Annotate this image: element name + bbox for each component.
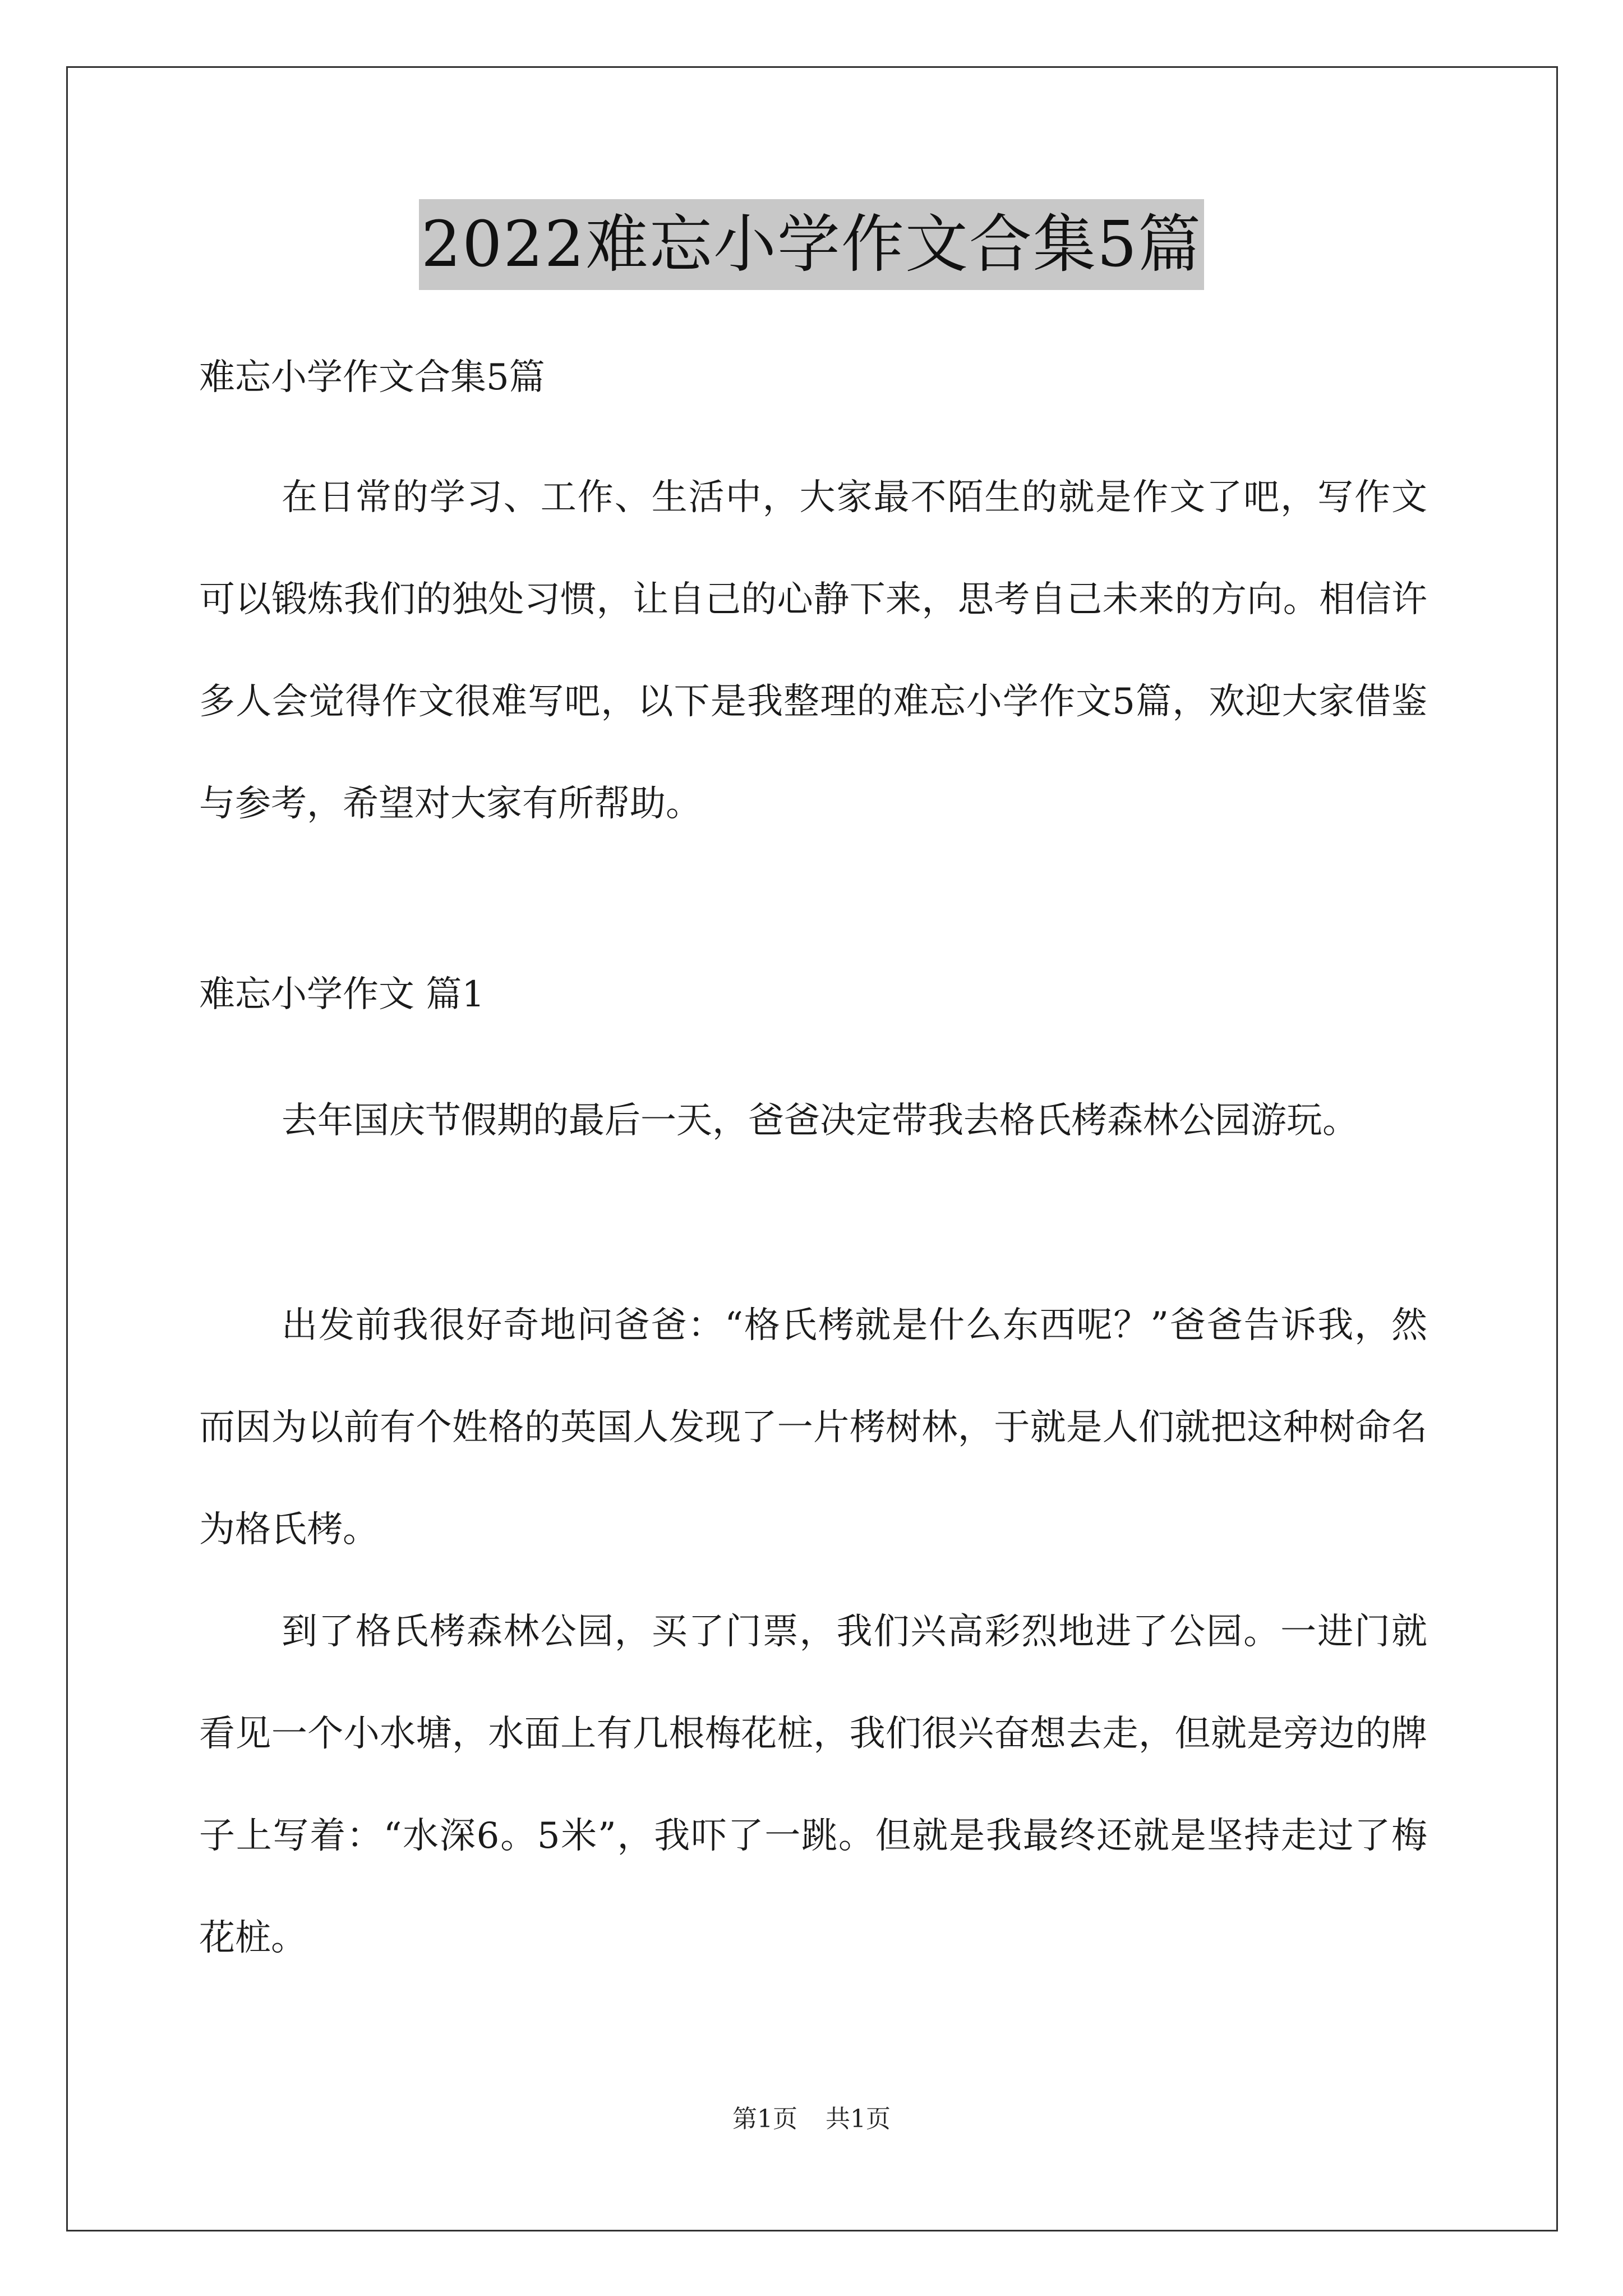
footer-page-number: 第1页 (732, 2105, 797, 2133)
document-title: 2022难忘小学作文合集5篇 (419, 199, 1204, 290)
page-footer (0, 2102, 1623, 2136)
intro-paragraph: 在日常的学习、工作、生活中，大家最不陌生的就是作文了吧，写作文可以锻炼我们的独处习惯，让自己的心静下来，思考自己未来的方向。相信许多人会觉得作文很难写吧，以下是我整理的难忘小学作文5篇，欢迎大家借鉴与参考，希望对大家有所帮助。 (199, 477, 1427, 825)
section1-paragraph-2: 出发前我很好奇地问爸爸：“格氏栲就是什么东西呢？”爸爸告诉我，然而因为以前有个姓格的英国人发现了一片栲树林，于就是人们就把这种树命名为格氏栲。 (199, 1305, 1427, 1550)
section-heading-1: 难忘小学作文 篇1 (199, 974, 485, 1015)
title-container (0, 199, 1623, 290)
document-subtitle: 难忘小学作文合集5篇 (199, 357, 545, 398)
section1-paragraph-3: 到了格氏栲森林公园，买了门票，我们兴高彩烈地进了公园。一进门就看见一个小水塘，水面上有几根梅花桩，我们很兴奋想去走，但就是旁边的牌子上写着：“水深6。5米”，我吓了一跳。但就是我最终还就是坚持走过了梅花桩。 (199, 1611, 1427, 1959)
footer-total-pages: 共1页 (826, 2105, 891, 2133)
section1-paragraph-1: 去年国庆节假期的最后一天，爸爸决定带我去格氏栲森林公园游玩。 (282, 1100, 1358, 1142)
